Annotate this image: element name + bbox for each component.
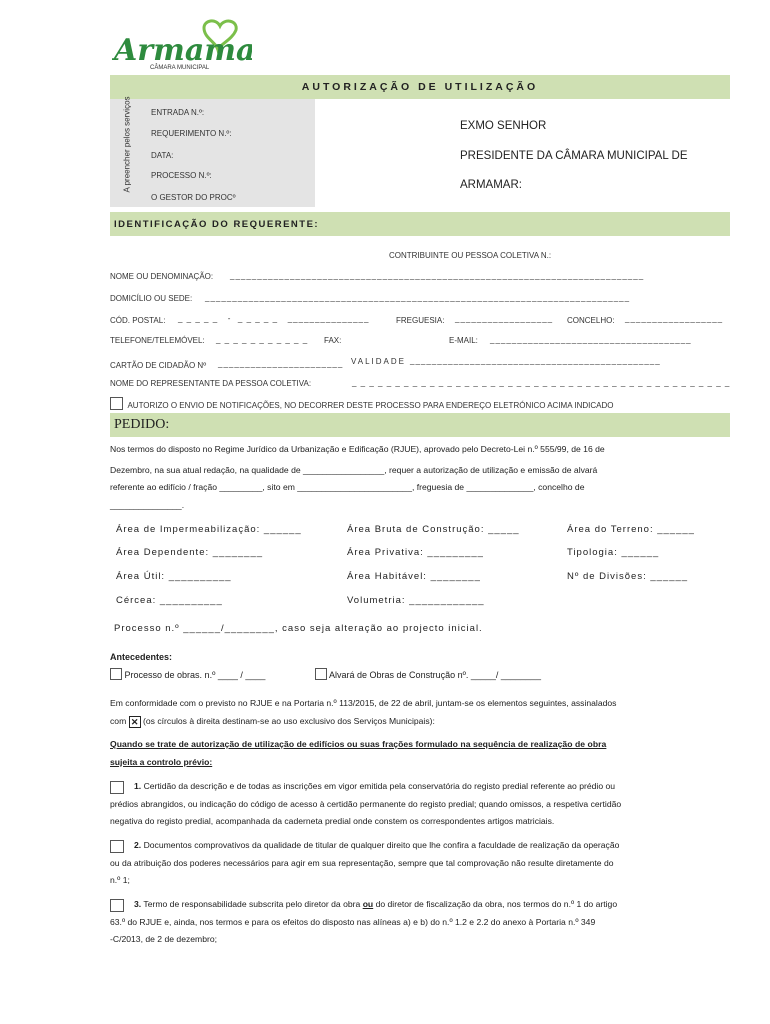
item-1: [110, 778, 735, 831]
domicile-field[interactable]: ______________________________________________________________________________: [205, 293, 631, 302]
postal-field[interactable]: _ _ _ _ _ - _ _ _ _ _ _______________: [178, 314, 370, 323]
request-bar: [110, 413, 730, 437]
item-1-number: 1.: [134, 781, 142, 791]
construction-license-row: [315, 668, 541, 680]
email-field[interactable]: _____________________________________: [490, 335, 692, 344]
item-2-line-1: Documentos comprovativos da qualidade de titular de qualquer direito que lhe confira a faculdade de realização da operação: [143, 840, 620, 850]
item-2-number: 2.: [134, 840, 142, 850]
item-1-line-1: Certidão da descrição e de todas as inscrições em vigor emitida pela conservatória do registo predial referente ao prédio ou: [143, 781, 616, 791]
item-3-line-1-pre: Termo de responsabilidade subscrita pelo diretor da obra: [143, 899, 361, 909]
request-number-label: REQUERIMENTO N.º:: [151, 129, 232, 138]
item-1-line-3: negativa do registo predial, acompanhada da caderneta predial onde constem os correspondentes artigos matriciais.: [110, 816, 555, 826]
item-3-ou: ou: [362, 899, 374, 909]
request-line-2: Dezembro, na sua atual redação, na qualidade de _________________, requer a autorização de utilização e emissão de alvará: [110, 464, 598, 475]
entry-number-label: ENTRADA N.º:: [151, 108, 205, 117]
phone-field[interactable]: _ _ _ _ _ _ _ _ _ _ _: [216, 335, 309, 344]
antecedents-title: Antecedentes:: [110, 652, 173, 662]
conformity-line-2: [110, 713, 735, 731]
number-of-divisions[interactable]: Nº de Divisões: ______: [567, 571, 689, 582]
volumetry[interactable]: Volumetria: ____________: [347, 595, 485, 606]
conformity-text: [110, 695, 735, 730]
name-field[interactable]: ____________________________________________________________________________: [230, 271, 645, 280]
item-1-line-2: prédios abrangidos, ou indicação do código de acesso à certidão permanente do registo predial; quando omissos, a respetiva certidão: [110, 798, 622, 809]
consent-label: AUTORIZO O ENVIO DE NOTIFICAÇÕES, NO DECORRER DESTE PROCESSO PARA ENDEREÇO ELETRÓNICO ACIMA INDICADO: [127, 401, 614, 410]
parish-label: FREGUESIA:: [396, 316, 445, 325]
services-box: [110, 99, 315, 207]
prior-control-heading-1: Quando se trate de autorização de utilização de edifícios ou suas frações formulado na sequência de realização de obra: [110, 739, 607, 749]
council-field[interactable]: __________________: [625, 314, 724, 323]
validity-label: VALIDADE: [351, 357, 406, 366]
request-line-4: _______________.: [110, 499, 185, 510]
item-2-checkbox[interactable]: [110, 840, 124, 853]
antecedents-title-text: Antecedentes: [110, 652, 170, 662]
process-number-label: PROCESSO N.º:: [151, 171, 212, 180]
area-land[interactable]: Área do Terreno: ______: [567, 524, 695, 535]
council-label: CONCELHO:: [567, 316, 615, 325]
representative-field[interactable]: _ _ _ _ _ _ _ _ _ _ _ _ _ _ _ _ _ _ _ _ _ _ _ _ _ _ _ _ _ _ _ _ _ _ _ _ _ _ _ _ _ _ _ _: [352, 378, 731, 387]
title-bar: [110, 75, 730, 99]
consent-checkbox[interactable]: [110, 397, 123, 410]
item-2-line-3: n.º 1;: [110, 875, 130, 885]
item-3: [110, 896, 735, 949]
consent-row: [110, 395, 613, 413]
fax-label: FAX:: [324, 336, 342, 345]
cercea[interactable]: Cércea: __________: [116, 595, 223, 606]
process-manager-label: O GESTOR DO PROCº: [151, 193, 236, 202]
identification-bar: [110, 212, 730, 236]
page-title: AUTORIZAÇÃO DE UTILIZAÇÃO: [301, 81, 539, 93]
id-card-field[interactable]: _______________________: [218, 359, 344, 368]
construction-license-checkbox[interactable]: [315, 668, 327, 680]
nif-label: CONTRIBUINTE OU PESSOA COLETIVA N.:: [389, 251, 552, 260]
phone-label: TELEFONE/TELEMÓVEL:: [110, 336, 205, 345]
addressee-line-3: ARMAMAR:: [460, 179, 522, 191]
request-title: PEDIDO:: [114, 417, 170, 432]
name-label: NOME OU DENOMINAÇÃO:: [110, 272, 214, 281]
item-3-number: 3.: [134, 899, 142, 909]
id-card-label: CARTÃO DE CIDADÃO Nº: [110, 361, 207, 370]
conformity-with: com: [110, 715, 127, 726]
prior-control-heading: [110, 736, 735, 771]
addressee-line-2: PRESIDENTE DA CÂMARA MUNICIPAL DE: [460, 150, 688, 162]
postal-label: CÓD. POSTAL:: [110, 316, 166, 325]
item-2-line-2: ou da atribuição dos poderes necessários para agir em sua representação, sempre que tal comprovação não resulte diretamente do: [110, 857, 614, 868]
construction-license-label: Alvará de Obras de Construção nº. _____/ ________: [329, 670, 541, 680]
svg-text:Armamar: Armam: [114, 33, 237, 68]
area-habitable[interactable]: Área Habitável: ________: [347, 571, 481, 582]
addressee-line-1: EXMO SENHOR: [460, 120, 547, 132]
area-useful[interactable]: Área Útil: __________: [116, 571, 232, 582]
item-3-line-1-post: do diretor de fiscalização da obra, nos termos do n.º 1 do artigo: [375, 899, 618, 909]
prior-control-heading-2: sujeita a controlo prévio:: [110, 756, 213, 767]
area-dependent[interactable]: Área Dependente: ________: [116, 547, 264, 558]
item-3-checkbox[interactable]: [110, 899, 124, 912]
item-3-line-3: -C/2013, de 2 de dezembro;: [110, 934, 218, 944]
item-2: [110, 837, 735, 890]
identification-title: IDENTIFICAÇÃO DO REQUERENTE:: [114, 219, 320, 230]
request-line-3: referente ao edifício / fração _________, sito em ________________________, freguesia de ______________, concelho de: [110, 482, 585, 492]
works-process-row: [110, 668, 265, 680]
process-change-line[interactable]: Processo n.º ______/________, caso seja alteração ao projecto inicial.: [114, 623, 483, 634]
logo: [112, 18, 252, 74]
item-1-checkbox[interactable]: [110, 781, 124, 794]
services-side-label: A preencher pelos serviços: [122, 96, 132, 193]
request-paragraph: [110, 441, 730, 514]
area-private[interactable]: Área Privativa: _________: [347, 547, 484, 558]
request-line-1: Nos termos do disposto no Regime Jurídico da Urbanização e Edificação (RJUE), aprovado pelo Decreto-Lei n.º 555/99, de 16 de: [110, 444, 605, 454]
date-label: DATA:: [151, 151, 174, 160]
works-process-checkbox[interactable]: [110, 668, 122, 680]
checked-box-icon: ✕: [129, 716, 141, 728]
area-impermeabilization[interactable]: Área de Impermeabilização: ______: [116, 524, 302, 535]
domicile-label: DOMICÍLIO OU SEDE:: [110, 294, 193, 303]
email-label: E-MAIL:: [449, 336, 478, 345]
parish-field[interactable]: __________________: [455, 314, 554, 323]
representative-label: NOME DO REPRESENTANTE DA PESSOA COLETIVA:: [110, 379, 312, 388]
area-gross-construction[interactable]: Área Bruta de Construção: _____: [347, 524, 520, 535]
logo-subtitle: CÂMARA MUNICIPAL: [150, 65, 210, 71]
validity-field[interactable]: ______________________________________________: [410, 356, 661, 365]
conformity-note: (os círculos à direita destinam-se ao uso exclusivo dos Serviços Municipais):: [143, 715, 435, 726]
item-3-line-2: 63.º do RJUE e, ainda, nos termos e para os efeitos do disposto nas alíneas a) e b) do n.º 1.2 e 2.2 do anexo à Portaria n.º 349: [110, 916, 596, 927]
typology[interactable]: Tipologia: ______: [567, 547, 660, 558]
works-process-label: Processo de obras. n.º ____ / ____: [124, 670, 266, 680]
conformity-line-1: Em conformidade com o previsto no RJUE e na Portaria n.º 113/2015, de 22 de abril, juntam-se os elementos seguintes, assinalados: [110, 698, 617, 708]
